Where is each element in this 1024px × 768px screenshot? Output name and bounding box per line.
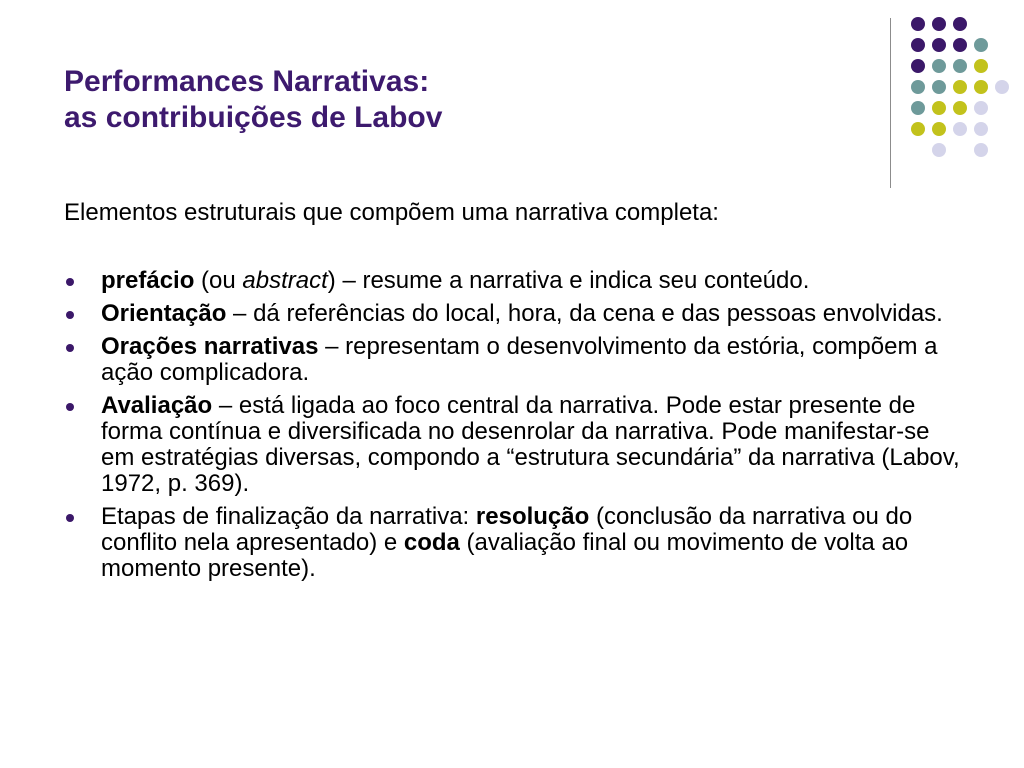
bullet-text: – representam o desenvolvimento da estória, compõem a ação complicadora.: [101, 333, 938, 386]
bullet-text: (conclusão da narrativa ou do conflito nela apresentado) e: [101, 503, 913, 556]
vertical-divider: [890, 18, 891, 188]
decorative-dot-teal: [953, 59, 967, 73]
decorative-dot-yellow: [953, 80, 967, 94]
bullet-dot-icon: [66, 403, 74, 411]
decorative-dot-lavender: [995, 80, 1009, 94]
decorative-dot-teal: [932, 59, 946, 73]
decorative-dot-lavender: [974, 101, 988, 115]
decorative-dot-yellow: [932, 101, 946, 115]
bullet-item-orientacao: [64, 301, 964, 327]
title-line-2: as contribuições de Labov: [64, 101, 443, 134]
bullet-item-oracoes-narrativas: [64, 334, 964, 386]
decorative-dot-lavender: [974, 143, 988, 157]
bullet-term: resolução: [475, 503, 590, 530]
decorative-dot-yellow: [953, 101, 967, 115]
bullet-text: – dá referências do local, hora, da cena e das pessoas envolvidas.: [226, 300, 943, 327]
decorative-dot-lavender: [932, 143, 946, 157]
bullet-term: Orientação: [101, 300, 227, 327]
bullet-text: (ou: [194, 267, 243, 294]
bullet-term: Avaliação: [101, 392, 213, 419]
bullet-dot-icon: [66, 311, 74, 319]
decorative-dot-purple: [932, 17, 946, 31]
decorative-dot-purple: [911, 17, 925, 31]
bullet-text: – está ligada ao foco central da narrativa. Pode estar presente de forma contínua e diversificada no desenrolar da narrativa. Pode manifestar-se em estratégias diversas, compondo a “estrutura secundária” da narrativa (Labov, 1972, p. 369).: [101, 392, 960, 497]
decorative-dot-yellow: [911, 122, 925, 136]
decorative-dot-lavender: [953, 122, 967, 136]
bullet-text: Etapas de finalização da narrativa:: [101, 503, 476, 530]
bullet-italic-term: abstract: [242, 267, 328, 294]
bullet-term: coda: [403, 529, 460, 556]
decorative-dot-yellow: [932, 122, 946, 136]
decorative-dot-teal: [974, 38, 988, 52]
decorative-dot-purple: [953, 38, 967, 52]
bullet-dot-icon: [66, 344, 74, 352]
bullet-item-prefacio: [64, 268, 964, 294]
decorative-dot-teal: [932, 80, 946, 94]
bullet-text: ) – resume a narrativa e indica seu conteúdo.: [327, 267, 810, 294]
decorative-dot-lavender: [974, 122, 988, 136]
decorative-dot-purple: [911, 38, 925, 52]
decorative-dot-yellow: [974, 59, 988, 73]
decorative-dot-yellow: [974, 80, 988, 94]
bullet-term: Orações narrativas: [101, 333, 319, 360]
intro-text: Elementos estruturais que compõem uma narrativa completa:: [64, 199, 719, 226]
bullet-term: prefácio: [101, 267, 195, 294]
decorative-dot-purple: [911, 59, 925, 73]
bullet-item-etapas-finalizacao: [64, 504, 964, 582]
slide-title: [64, 64, 844, 136]
decorative-dot-teal: [911, 80, 925, 94]
bullet-item-avaliacao: [64, 393, 964, 497]
decorative-dot-teal: [911, 101, 925, 115]
decorative-dot-purple: [953, 17, 967, 31]
decorative-dot-purple: [932, 38, 946, 52]
bullet-dot-icon: [66, 278, 74, 286]
bullet-dot-icon: [66, 514, 74, 522]
title-line-1: Performances Narrativas:: [64, 65, 430, 98]
bullet-text: (avaliação final ou movimento de volta ao momento presente).: [101, 529, 909, 582]
bullet-list: [64, 268, 964, 589]
